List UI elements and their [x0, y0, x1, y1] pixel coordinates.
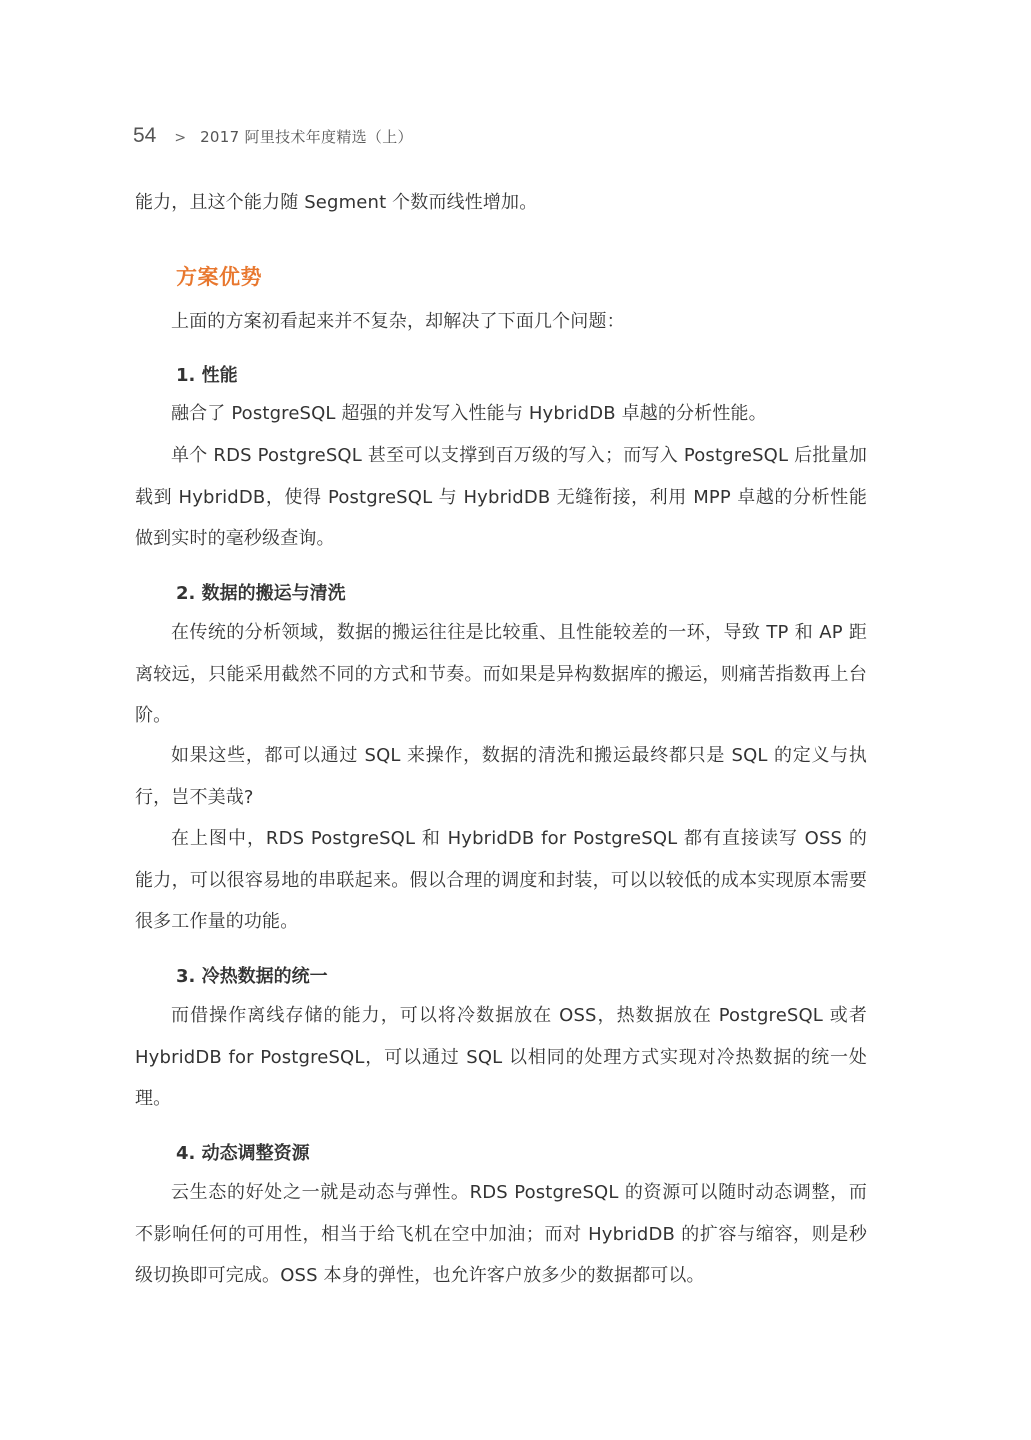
- subsection-title-data-movement: 2. 数据的搬运与清洗: [176, 583, 346, 604]
- book-title: 2017 阿里技术年度精选（上）: [200, 128, 413, 146]
- subsection-title-performance: 1. 性能: [176, 365, 238, 386]
- subsection-title-dynamic-resources: 4. 动态调整资源: [176, 1143, 310, 1164]
- paragraph: 融合了 PostgreSQL 超强的并发写入性能与 HybridDB 卓越的分析性能。: [171, 403, 767, 424]
- paragraph: 云生态的好处之一就是动态与弹性。RDS PostgreSQL 的资源可以随时动态调整，而不影响任何的可用性，相当于给飞机在空中加油；而对 HybridDB 的扩容与缩容，则是秒级切换即可完成。OSS 本身的弹性，也允许客户放多少的数据都可以。: [135, 1182, 867, 1286]
- paragraph: 而借操作离线存储的能力，可以将冷数据放在 OSS，热数据放在 PostgreSQL 或者 HybridDB for PostgreSQL，可以通过 SQL 以相同的处理方式实现对冷热数据的统一处理。: [135, 1005, 867, 1109]
- page-number: 54: [133, 124, 157, 147]
- running-header: [133, 124, 413, 154]
- subsection-title-hot-cold: 3. 冷热数据的统一: [176, 966, 328, 987]
- header-separator: >: [174, 130, 187, 146]
- intro-paragraph: 能力，且这个能力随 Segment 个数而线性增加。: [135, 192, 538, 213]
- paragraph: 在上图中，RDS PostgreSQL 和 HybridDB for PostgreSQL 都有直接读写 OSS 的能力，可以很容易地的串联起来。假以合理的调度和封装，可以以较低的成本实现原本需要很多工作量的功能。: [135, 828, 867, 932]
- paragraph: 如果这些，都可以通过 SQL 来操作，数据的清洗和搬运最终都只是 SQL 的定义与执行，岂不美哉?: [135, 745, 867, 808]
- paragraph: 单个 RDS PostgreSQL 甚至可以支撑到百万级的写入；而写入 PostgreSQL 后批量加载到 HybridDB，使得 PostgreSQL 与 HybridDB 无缝衔接，利用 MPP 卓越的分析性能做到实时的毫秒级查询。: [135, 445, 867, 549]
- section-intro-paragraph: 上面的方案初看起来并不复杂，却解决了下面几个问题：: [171, 311, 625, 332]
- section-title: 方案优势: [176, 265, 262, 289]
- paragraph: 在传统的分析领域，数据的搬运往往是比较重、且性能较差的一环，导致 TP 和 AP 距离较远，只能采用截然不同的方式和节奏。而如果是异构数据库的搬运，则痛苦指数再上台阶。: [135, 622, 867, 726]
